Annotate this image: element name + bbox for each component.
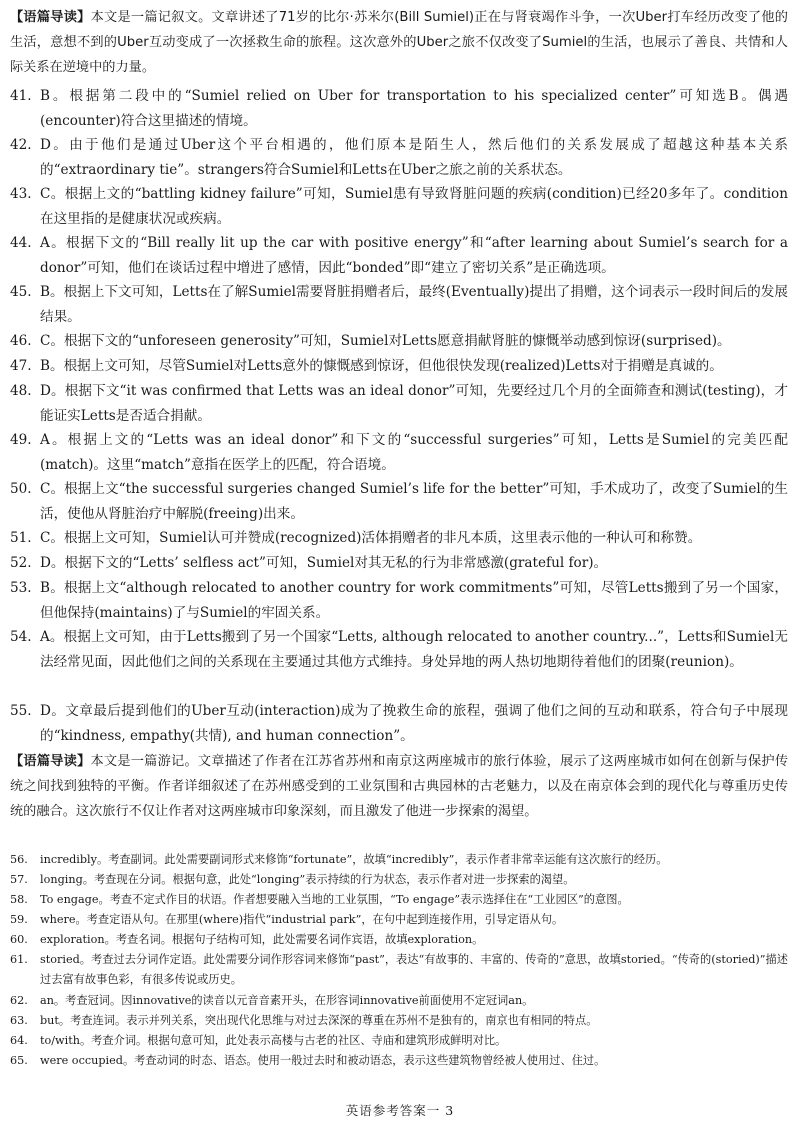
answer-item: [10, 870, 788, 890]
answer-item: [10, 133, 788, 182]
answer-text: A。根据上文的“Letts was an ideal donor”和下文的“successful surgeries”可知，Letts是Sumiel的完美匹配(match)。这里“match”意指在医学上的匹配，符合语境。: [40, 432, 788, 473]
answer-item: [10, 280, 788, 329]
question-number: 41.: [10, 88, 32, 104]
question-number: 48.: [10, 383, 32, 399]
question-number: 43.: [10, 186, 32, 202]
answer-text: C。根据上文“the successful surgeries changed Sumiel’s life for the better”可知，手术成功了，改变了Sumiel的生活，使他从肾脏治疗中解脱(freeing)出来。: [40, 481, 788, 522]
guide-text: 本文是一篇游记。文章描述了作者在江苏省苏州和南京这两座城市的旅行体验，展示了这两座城市如何在创新与保护传统之间找到独特的平衡。作者详细叙述了在苏州感受到的工业氛围和古典园林的古老魅力，以及在南京体会到的现代化与尊重历史传统的融合。这次旅行不仅让作者对这两座城市印象深刻，而且激发了他进一步探索的渴望。: [10, 754, 789, 819]
answer-text: A。根据上文可知，由于Letts搬到了另一个国家“Letts, although relocated to another country...”，Letts和Sumiel无法经常见面，因此他们之间的关系现在主要通过其他方式维持。身处异地的两人热切地期待着他们的团聚(reunion)。: [40, 629, 788, 670]
question-number: 64.: [10, 1034, 28, 1047]
question-number: 44.: [10, 235, 32, 251]
answer-item: [10, 551, 788, 576]
answer-text: B。根据上文可知，尽管Sumiel对Letts意外的慷慨感到惊讶，但他很快发现(realized)Letts对于捐赠是真诚的。: [40, 358, 723, 374]
question-number: 49.: [10, 432, 32, 448]
guide-label: 【语篇导读】: [10, 754, 91, 769]
answer-text: A。根据下文的“Bill really lit up the car with positive energy”和“after learning about Sumiel’s search for a donor”可知，他们在谈话过程中增进了感情，因此“bonded”即“建立了密切关系”是正确选项。: [40, 235, 788, 276]
answer-item: [10, 477, 788, 526]
answer-text: C。根据下文的“unforeseen generosity”可知，Sumiel对Letts愿意捐献肾脏的慷慨举动感到惊讶(surprised)。: [40, 333, 731, 349]
answer-item: [10, 526, 788, 551]
answer-item: [10, 182, 788, 231]
question-number: 47.: [10, 358, 32, 374]
answer-text: B。根据上文“although relocated to another country for work commitments”可知，尽管Letts搬到了另一个国家，但他保持(maintains)了与Sumiel的牢固关系。: [40, 580, 788, 621]
answer-item: [10, 576, 788, 625]
question-number: 56.: [10, 853, 28, 866]
question-number: 61.: [10, 953, 28, 966]
answer-text: but。考查连词。表示并列关系，突出现代化思维与对过去深深的尊重在苏州不是独有的，南京也有相同的特点。: [40, 1014, 598, 1027]
answer-text: C。根据上文可知，Sumiel认可并赞成(recognized)活体捐赠者的非凡本质，这里表示他的一种认可和称赞。: [40, 530, 702, 546]
answer-item: [10, 84, 788, 133]
question-number: 65.: [10, 1054, 28, 1067]
answer-text: D。根据下文“it was confirmed that Letts was an ideal donor”可知，先要经过几个月的全面筛查和测试(testing)，才能证实Letts是否适合捐献。: [40, 383, 788, 424]
question-number: 57.: [10, 873, 28, 886]
answer-item: [10, 231, 788, 280]
question-number: 63.: [10, 1014, 28, 1027]
question-number: 53.: [10, 580, 32, 596]
answer-item: [10, 699, 788, 748]
answer-text: storied。考查过去分词作定语。此处需要分词作形容词来修饰“past”，表达“有故事的、丰富的、传奇的”意思，故填storied。“传奇的(storied)”描述过去富有故事色彩，有很多传说或历史。: [40, 953, 788, 987]
answer-item: [10, 354, 788, 379]
answer-text: incredibly。考查副词。此处需要副词形式来修饰“fortunate”，故填“incredibly”，表示作者非常幸运能有这次旅行的经历。: [40, 853, 668, 866]
question-number: 54.: [10, 629, 32, 645]
answer-text: D。由于他们是通过Uber这个平台相遇的，他们原本是陌生人，然后他们的关系发展成了超越这种基本关系的“extraordinary tie”。strangers符合Sumiel和Letts在Uber之旅之前的关系状态。: [40, 137, 788, 178]
answer-item: [10, 1011, 788, 1031]
answer-text: D。文章最后提到他们的Uber互动(interaction)成为了挽救生命的旅程，强调了他们之间的互动和联系，符合句子中展现的“kindness, empathy(共情), and human connection”。: [40, 703, 788, 744]
question-number: 52.: [10, 555, 32, 571]
question-number: 62.: [10, 994, 28, 1007]
question-number: 58.: [10, 893, 28, 906]
answer-item: [10, 379, 788, 428]
answer-item: [10, 329, 788, 354]
question-number: 59.: [10, 913, 28, 926]
question-number: 46.: [10, 333, 32, 349]
reading-guide-2: [10, 750, 788, 824]
guide-label: 【语篇导读】: [10, 10, 91, 25]
answer-text: to/with。考查介词。根据句意可知，此处表示高楼与古老的社区、寺庙和建筑形成鲜明对比。: [40, 1034, 507, 1047]
answer-text: D。根据下文的“Letts’ selfless act”可知，Sumiel对其无私的行为非常感激(grateful for)。: [40, 555, 608, 571]
answer-text: To engage。考查不定式作目的状语。作者想要融入当地的工业氛围，“To engage”表示选择住在“工业园区”的意图。: [40, 893, 629, 906]
answer-text: B。根据第二段中的“Sumiel relied on Uber for transportation to his specialized center”可知选B。偶遇(encounter)符合这里描述的情境。: [40, 88, 788, 129]
answer-item: [10, 1031, 788, 1051]
answer-item: [10, 625, 788, 674]
question-number: 60.: [10, 933, 28, 946]
answer-item: [10, 991, 788, 1011]
question-number: 42.: [10, 137, 32, 153]
answer-text: exploration。考查名词。根据句子结构可知，此处需要名词作宾语，故填exploration。: [40, 933, 484, 946]
answer-item: [10, 1051, 788, 1071]
question-number: 51.: [10, 530, 32, 546]
guide-text: 本文是一篇记叙文。文章讲述了71岁的比尔·苏米尔(Bill Sumiel)正在与肾衰竭作斗争，一次Uber打车经历改变了他的生活，意想不到的Uber互动变成了一次拯救生命的旅程。这次意外的Uber之旅不仅改变了Sumiel的生活，也展示了善良、共情和人际关系在逆境中的力量。: [10, 10, 788, 75]
answer-item: [10, 890, 788, 910]
answer-text: were occupied。考查动词的时态、语态。使用一般过去时和被动语态，表示这些建筑物曾经被人使用过、住过。: [40, 1054, 606, 1067]
question-number: 50.: [10, 481, 32, 497]
answer-text: C。根据上文的“battling kidney failure”可知，Sumiel患有导致肾脏问题的疾病(condition)已经20多年了。condition在这里指的是健康状况或疾病。: [40, 186, 788, 227]
answer-text: where。考查定语从句。在那里(where)指代“industrial park”，在句中起到连接作用，引导定语从句。: [40, 913, 564, 926]
question-number: 55.: [10, 703, 32, 719]
question-number: 45.: [10, 284, 32, 300]
answer-text: an。考查冠词。因innovative的读音以元音音素开头，在形容词innovative前面使用不定冠词an。: [40, 994, 534, 1007]
answer-text: B。根据上下文可知，Letts在了解Sumiel需要肾脏捐赠者后，最终(Eventually)提出了捐赠，这个词表示一段时间后的发展结果。: [40, 284, 788, 325]
answer-item: [10, 930, 788, 950]
reading-guide-1: [10, 6, 788, 80]
answer-item: [10, 950, 788, 991]
answer-item: [10, 850, 788, 870]
answer-item: [10, 428, 788, 477]
answer-text: longing。考查现在分词。根据句意，此处“longing”表示持续的行为状态，表示作者对进一步探索的渴望。: [40, 873, 575, 886]
answer-item: [10, 910, 788, 930]
page-footer: 英语参考答案一 3: [345, 1103, 455, 1118]
